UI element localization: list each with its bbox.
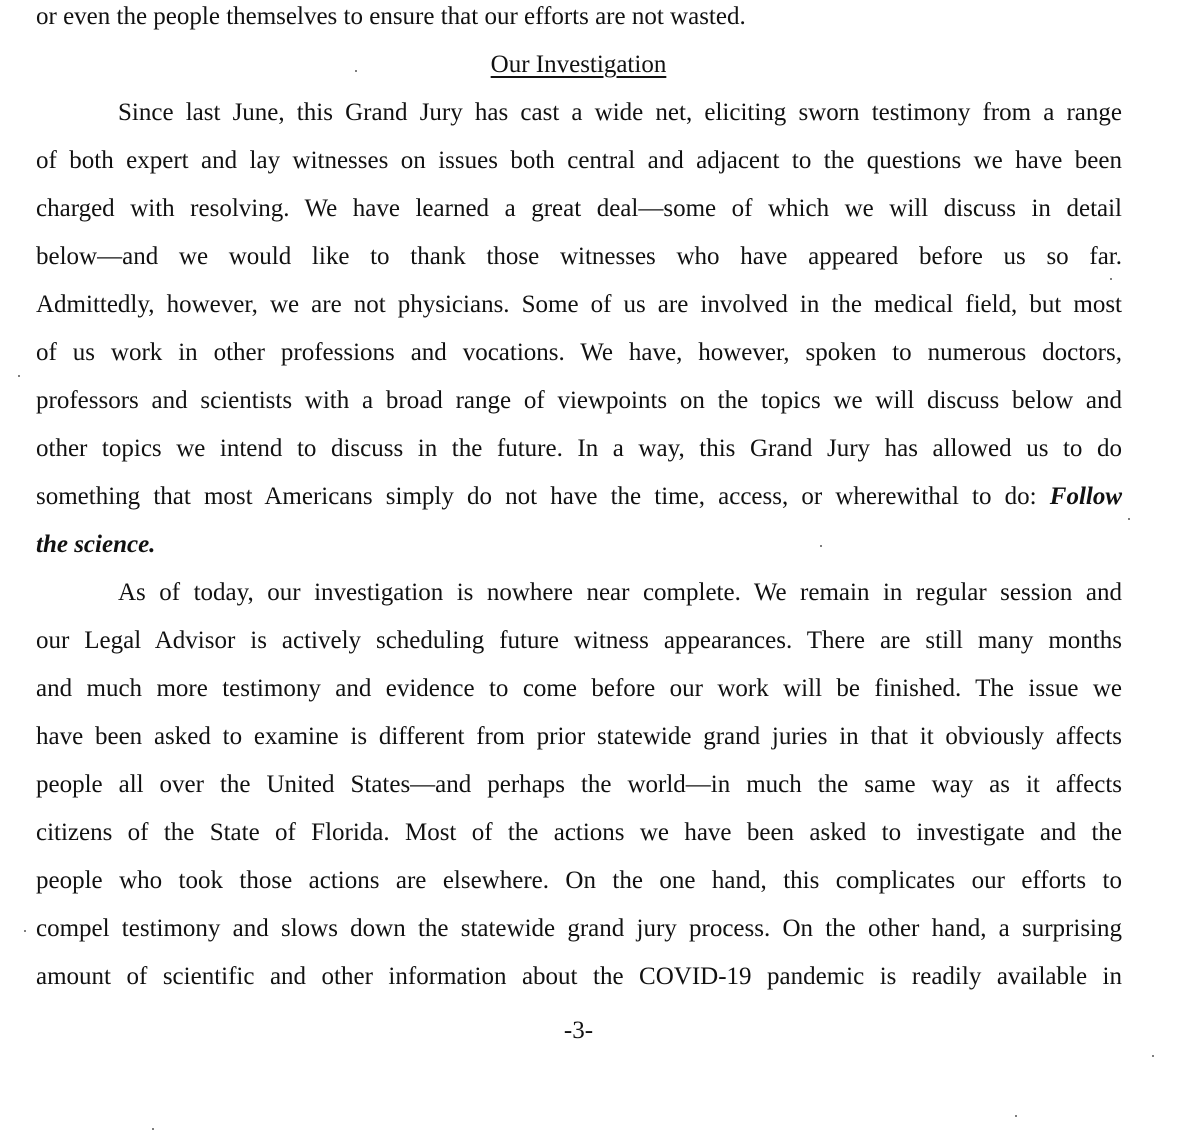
scan-speck: [1110, 278, 1112, 280]
scan-speck: [24, 930, 26, 932]
scan-speck: [1152, 1055, 1154, 1057]
paragraph-line: and much more testimony and evidence to come before our work will be finished. The issue we: [36, 675, 1122, 702]
emphasis-follow: Follow: [1049, 483, 1123, 510]
paragraph-line: charged with resolving. We have learned a great deal—some of which we will discuss in detail: [36, 195, 1122, 222]
opening-line: or even the people themselves to ensure that our efforts are not wasted.: [36, 3, 746, 30]
paragraph-line: below—and we would like to thank those witnesses who have appeared before us so far.: [36, 243, 1122, 270]
scan-speck: [152, 1128, 154, 1130]
paragraph-line: As of today, our investigation is nowhere near complete. We remain in regular session and: [118, 579, 1122, 606]
paragraph-line-with-emphasis: [36, 482, 1122, 512]
scan-speck: [355, 70, 357, 72]
paragraph-line: professors and scientists with a broad range of viewpoints on the topics we will discuss below and: [36, 387, 1122, 414]
scan-speck: [1128, 518, 1130, 520]
scan-speck: [18, 375, 20, 377]
paragraph-line: of both expert and lay witnesses on issues both central and adjacent to the questions we have been: [36, 147, 1122, 174]
scan-speck: [820, 545, 822, 547]
paragraph-line: of us work in other professions and vocations. We have, however, spoken to numerous doctors,: [36, 339, 1122, 366]
paragraph-line: our Legal Advisor is actively scheduling future witness appearances. There are still many months: [36, 627, 1122, 654]
paragraph-line: people all over the United States—and perhaps the world—in much the same way as it affects: [36, 771, 1122, 798]
paragraph-line-text: something that most Americans simply do not have the time, access, or wherewithal to do:: [36, 483, 1037, 510]
page-number: -3-: [563, 1017, 594, 1044]
section-heading: Our Investigation: [490, 51, 667, 78]
paragraph-line: citizens of the State of Florida. Most of the actions we have been asked to investigate and the: [36, 819, 1122, 846]
paragraph-line: have been asked to examine is different from prior statewide grand juries in that it obviously affects: [36, 723, 1122, 750]
paragraph-line: amount of scientific and other information about the COVID-19 pandemic is readily available in: [36, 963, 1122, 990]
paragraph-line: Admittedly, however, we are not physicians. Some of us are involved in the medical field, but most: [36, 291, 1122, 318]
paragraph-line: people who took those actions are elsewhere. On the one hand, this complicates our efforts to: [36, 867, 1122, 894]
scan-speck: [1015, 1115, 1017, 1117]
emphasis-the-science: [36, 530, 1122, 560]
paragraph-line: other topics we intend to discuss in the future. In a way, this Grand Jury has allowed us to do: [36, 435, 1122, 462]
emphasis-text: the science.: [36, 531, 156, 558]
paragraph-line: Since last June, this Grand Jury has cast a wide net, eliciting sworn testimony from a range: [118, 99, 1122, 126]
paragraph-line: compel testimony and slows down the statewide grand jury process. On the other hand, a surprising: [36, 915, 1122, 942]
